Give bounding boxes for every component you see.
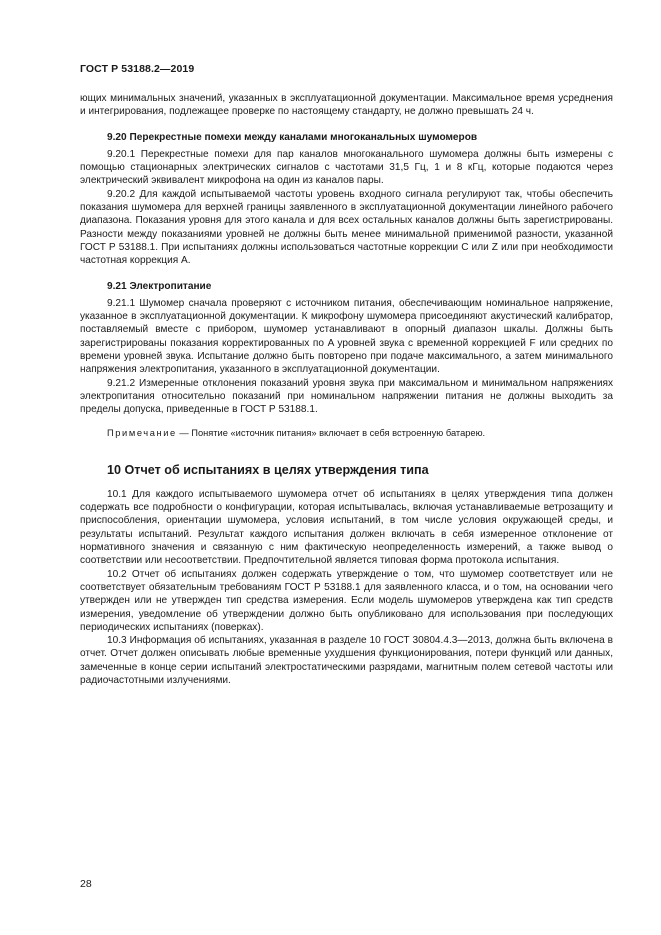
paragraph-10-2: 10.2 Отчет об испытаниях должен содержать утверждение о том, что шумомер соответствует или не соответствует обязательным требованиям ГОСТ Р 53188.1 для заявленного класса, и о том, на основании чего утвержден или не утвержден тип средства измерения. Если модель шумомеров утверждена как тип средств измерения, уведомление об утверждении должно быть опубликовано для использования при последующих периодических испытаниях (поверках). [80, 568, 613, 633]
note-label: Примечание [107, 427, 177, 438]
section-heading-9-20: 9.20 Перекрестные помехи между каналами многоканальных шумомеров [107, 131, 478, 143]
paragraph-9-21-2: 9.21.2 Измеренные отклонения показаний уровня звука при максимальном и минимальном напряжениях электропитания относительно показаний при номинальном напряжении питания не должны выходить за пределы допуска, приведенные в ГОСТ Р 53188.1. [80, 377, 613, 416]
note [80, 427, 613, 440]
paragraph-9-21-1: 9.21.1 Шумомер сначала проверяют с источником питания, обеспечивающим номинальное напряжение, указанное в эксплуатационной документации. К микрофону шумомера присоединяют акустический калибратор, поставляемый вместе с прибором, шумомер устанавливают в опорный диапазон шкалы. Должны быть зарегистрированы показания корректированных по A уровней звука с временной коррекцией F или средних по времени уровней звука. Испытание должно быть повторено при подаче максимального, а затем минимального напряжения электропитания, указанного в эксплуатационной документации. [80, 297, 613, 376]
page-content [80, 92, 613, 687]
section-heading-10: 10 Отчет об испытаниях в целях утверждения типа [107, 462, 429, 477]
paragraph-9-20-2: 9.20.2 Для каждой испытываемой частоты уровень входного сигнала регулируют так, чтобы обеспечить показания шумомера для верхней границы заявленного в эксплуатационной документации линейного рабочего диапазона. Показания уровня для этого канала и для всех остальных каналов должны быть зарегистрированы. Разности между показаниями уровней не должны быть менее минимальной применимой разности, указанной ГОСТ Р 53188.1. При испытаниях должны использоваться частотные коррекции C или Z или при необходимости частотная коррекция A. [80, 188, 613, 267]
paragraph-9-20-1: 9.20.1 Перекрестные помехи для пар каналов многоканального шумомера должны быть измерены с помощью стационарных электрических сигналов с частотами 31,5 Гц, 1 и 8 кГц, которые подаются через электрический эквивалент микрофона на один из каналов пары. [80, 148, 613, 187]
paragraph-10-1: 10.1 Для каждого испытываемого шумомера отчет об испытаниях в целях утверждения типа должен содержать все подробности о конфигурации, которая испытывалась, включая устанавливаемые ветрозащиту и приспособления, ориентации шумомера, условия испытаний, в том числе условия окружающей среды, и результаты испытаний. Результат каждого испытания должен включать в себя измеренное отклонение от нормативного значения и связанную с ним фактическую неопределенность измерений, а также вывод о соответствии или несоответствии. Предпочтительной является типовая форма протокола испытания. [80, 488, 613, 567]
paragraph-10-3: 10.3 Информация об испытаниях, указанная в разделе 10 ГОСТ 30804.4.3—2013, должна быть включена в отчет. Отчет должен описывать любые временные ухудшения функционирования, потери функций или данных, замеченные в конце серии испытаний электростатическими разрядами, магнитным полем сетевой частоты или радиочастотными излучениями. [80, 635, 613, 686]
page-number: 28 [80, 878, 92, 890]
running-header: ГОСТ Р 53188.2—2019 [80, 63, 195, 75]
section-heading-9-21: 9.21 Электропитание [107, 280, 212, 292]
note-text: — Понятие «источник питания» включает в себя встроенную батарею. [176, 427, 486, 438]
continued-paragraph: ющих минимальных значений, указанных в эксплуатационной документации. Максимальное время усреднения и интегрирования, подлежащее проверке по настоящему стандарту, не должно превышать 24 ч. [80, 93, 613, 118]
